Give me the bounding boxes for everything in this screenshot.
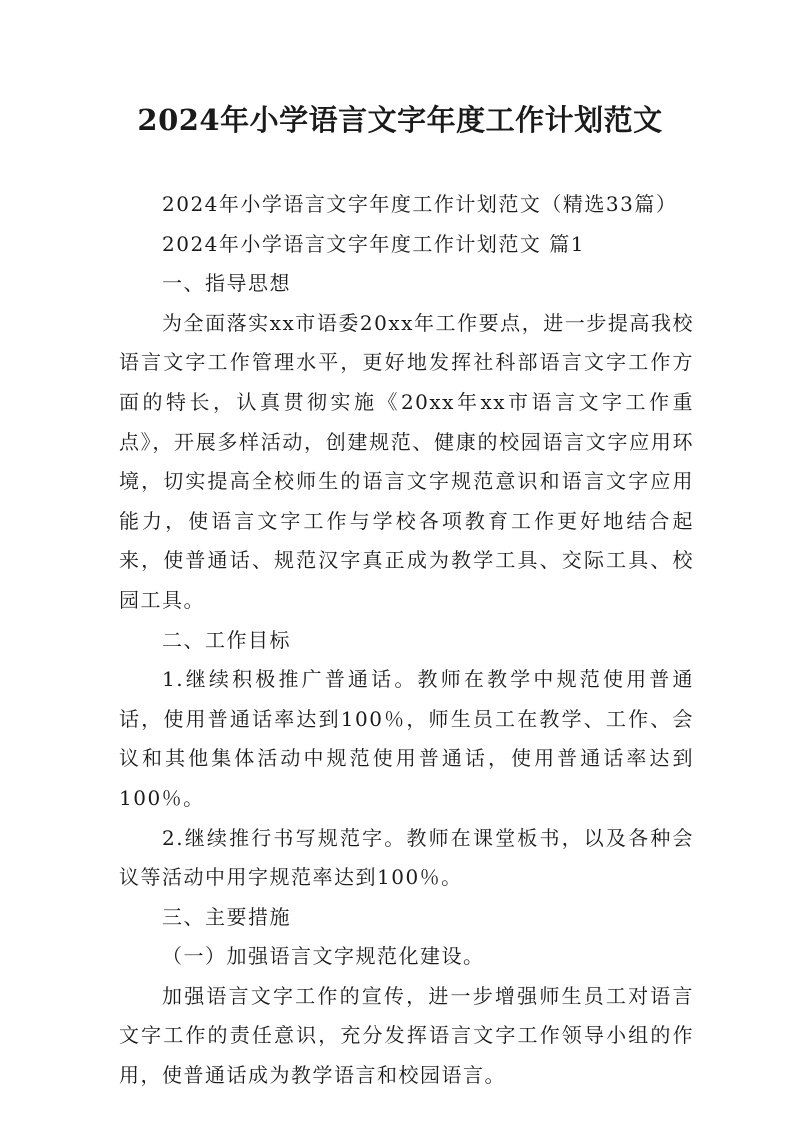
paragraph-standardization: 加强语言文字工作的宣传，进一步增强师生员工对语言文字工作的责任意识，充分发挥语言文字工作领导小组的作用，使普通话成为教学语言和校园语言。 (119, 983, 694, 1088)
section-heading-work-goals: 二、工作目标 (162, 627, 291, 652)
document-title: 2024年小学语言文字年度工作计划范文 (137, 103, 663, 137)
paragraph-goal-2: 2.继续推行书写规范字。教师在课堂板书，以及各种会议等活动中用字规范率达到100％。 (119, 825, 694, 890)
paragraph-subtitle: 2024年小学语言文字年度工作计划范文（精选33篇） (162, 192, 678, 216)
section-heading-main-measures: 三、主要措施 (162, 904, 291, 929)
paragraph-article-heading: 2024年小学语言文字年度工作计划范文 篇1 (162, 231, 585, 256)
paragraph-guiding-ideology: 为全面落实xx市语委20xx年工作要点，进一步提高我校语言文字工作管理水平，更好地发挥社科部语言文字工作方面的特长，认真贯彻实施《20xx年xx市语言文字工作重点》，开展多样活动，创建规范、健康的校园语言文字应用环境，切实提高全校师生的语言文字规范意识和语言文字应用能力，使语言文字工作与学校各项教育工作更好地结合起来，使普通话、规范汉字真正成为教学工具、交际工具、校园工具。 (119, 310, 694, 612)
section-heading-guiding-ideology: 一、指导思想 (162, 271, 291, 296)
subsection-heading-standardization: （一）加强语言文字规范化建设。 (162, 944, 485, 969)
document-body (119, 185, 694, 1096)
paragraph-goal-1: 1.继续积极推广普通话。教师在教学中规范使用普通话，使用普通话率达到100％，师生员工在教学、工作、会议和其他集体活动中规范使用普通话，使用普通话率达到100％。 (119, 667, 694, 810)
